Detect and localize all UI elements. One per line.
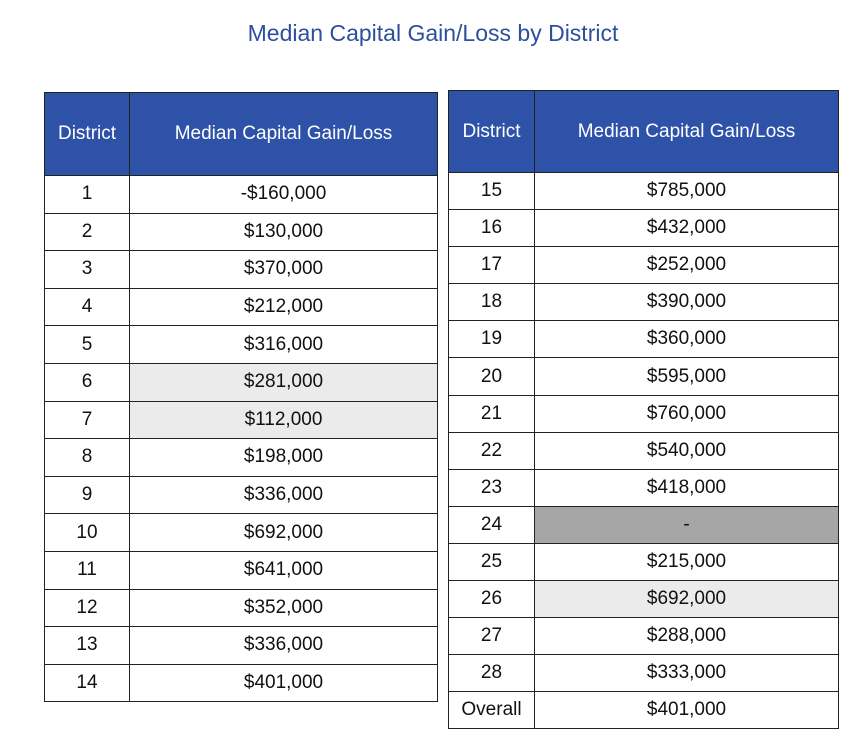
table-row (45, 176, 438, 214)
table-row (449, 581, 839, 618)
table-row (449, 692, 839, 729)
table-row (45, 401, 438, 439)
table-row (45, 476, 438, 514)
median-value-cell: - (535, 506, 839, 543)
district-cell: 6 (45, 363, 130, 401)
median-value-cell: $333,000 (535, 655, 839, 692)
district-cell: Overall (449, 692, 535, 729)
table-row (45, 363, 438, 401)
district-table-right (448, 90, 839, 729)
table-row (45, 514, 438, 552)
table-row (449, 543, 839, 580)
table-row (449, 210, 839, 247)
district-cell: 23 (449, 469, 535, 506)
median-value-cell: $401,000 (535, 692, 839, 729)
header-median-capital-gain-loss: Median Capital Gain/Loss (130, 93, 438, 176)
table-row (449, 506, 839, 543)
table-body-left (45, 176, 438, 702)
table-row (45, 664, 438, 702)
table-row (45, 439, 438, 477)
median-value-cell: $281,000 (130, 363, 438, 401)
district-cell: 10 (45, 514, 130, 552)
district-cell: 16 (449, 210, 535, 247)
table-row (449, 247, 839, 284)
median-value-cell: $641,000 (130, 551, 438, 589)
district-cell: 21 (449, 395, 535, 432)
district-cell: 4 (45, 288, 130, 326)
table-row (449, 618, 839, 655)
district-cell: 26 (449, 581, 535, 618)
median-value-cell: $112,000 (130, 401, 438, 439)
district-table-left (44, 92, 438, 702)
district-cell: 20 (449, 358, 535, 395)
table-row (449, 358, 839, 395)
table-body-right (449, 173, 839, 729)
district-cell: 9 (45, 476, 130, 514)
table-row (449, 469, 839, 506)
median-value-cell: $432,000 (535, 210, 839, 247)
median-value-cell: $595,000 (535, 358, 839, 395)
district-cell: 15 (449, 173, 535, 210)
table-row (449, 321, 839, 358)
district-cell: 8 (45, 439, 130, 477)
district-cell: 3 (45, 251, 130, 289)
median-value-cell: $352,000 (130, 589, 438, 627)
district-cell: 1 (45, 176, 130, 214)
table-row (45, 589, 438, 627)
median-value-cell: $336,000 (130, 627, 438, 665)
median-value-cell: $692,000 (130, 514, 438, 552)
district-cell: 24 (449, 506, 535, 543)
median-value-cell: -$160,000 (130, 176, 438, 214)
median-value-cell: $540,000 (535, 432, 839, 469)
median-value-cell: $401,000 (130, 664, 438, 702)
median-value-cell: $198,000 (130, 439, 438, 477)
table-row (45, 213, 438, 251)
header-median-capital-gain-loss: Median Capital Gain/Loss (535, 91, 839, 173)
district-cell: 19 (449, 321, 535, 358)
district-cell: 14 (45, 664, 130, 702)
district-cell: 13 (45, 627, 130, 665)
header-row (449, 91, 839, 173)
median-value-cell: $390,000 (535, 284, 839, 321)
district-cell: 12 (45, 589, 130, 627)
table-row (45, 288, 438, 326)
median-value-cell: $215,000 (535, 543, 839, 580)
page-title: Median Capital Gain/Loss by District (247, 20, 619, 46)
district-cell: 11 (45, 551, 130, 589)
table-row (45, 627, 438, 665)
district-cell: 22 (449, 432, 535, 469)
table-row (45, 251, 438, 289)
median-value-cell: $760,000 (535, 395, 839, 432)
table-row (449, 284, 839, 321)
table-row (449, 432, 839, 469)
median-value-cell: $316,000 (130, 326, 438, 364)
median-value-cell: $692,000 (535, 581, 839, 618)
table-row (449, 173, 839, 210)
district-cell: 17 (449, 247, 535, 284)
table-row (449, 395, 839, 432)
header-row (45, 93, 438, 176)
median-value-cell: $288,000 (535, 618, 839, 655)
median-value-cell: $336,000 (130, 476, 438, 514)
median-value-cell: $360,000 (535, 321, 839, 358)
district-cell: 25 (449, 543, 535, 580)
table-row (45, 326, 438, 364)
table-row (45, 551, 438, 589)
district-cell: 5 (45, 326, 130, 364)
header-district: District (449, 91, 535, 173)
district-cell: 27 (449, 618, 535, 655)
median-value-cell: $418,000 (535, 469, 839, 506)
median-value-cell: $785,000 (535, 173, 839, 210)
median-value-cell: $212,000 (130, 288, 438, 326)
median-value-cell: $370,000 (130, 251, 438, 289)
median-value-cell: $252,000 (535, 247, 839, 284)
table-row (449, 655, 839, 692)
median-value-cell: $130,000 (130, 213, 438, 251)
district-cell: 2 (45, 213, 130, 251)
header-district: District (45, 93, 130, 176)
district-cell: 28 (449, 655, 535, 692)
district-cell: 7 (45, 401, 130, 439)
district-cell: 18 (449, 284, 535, 321)
